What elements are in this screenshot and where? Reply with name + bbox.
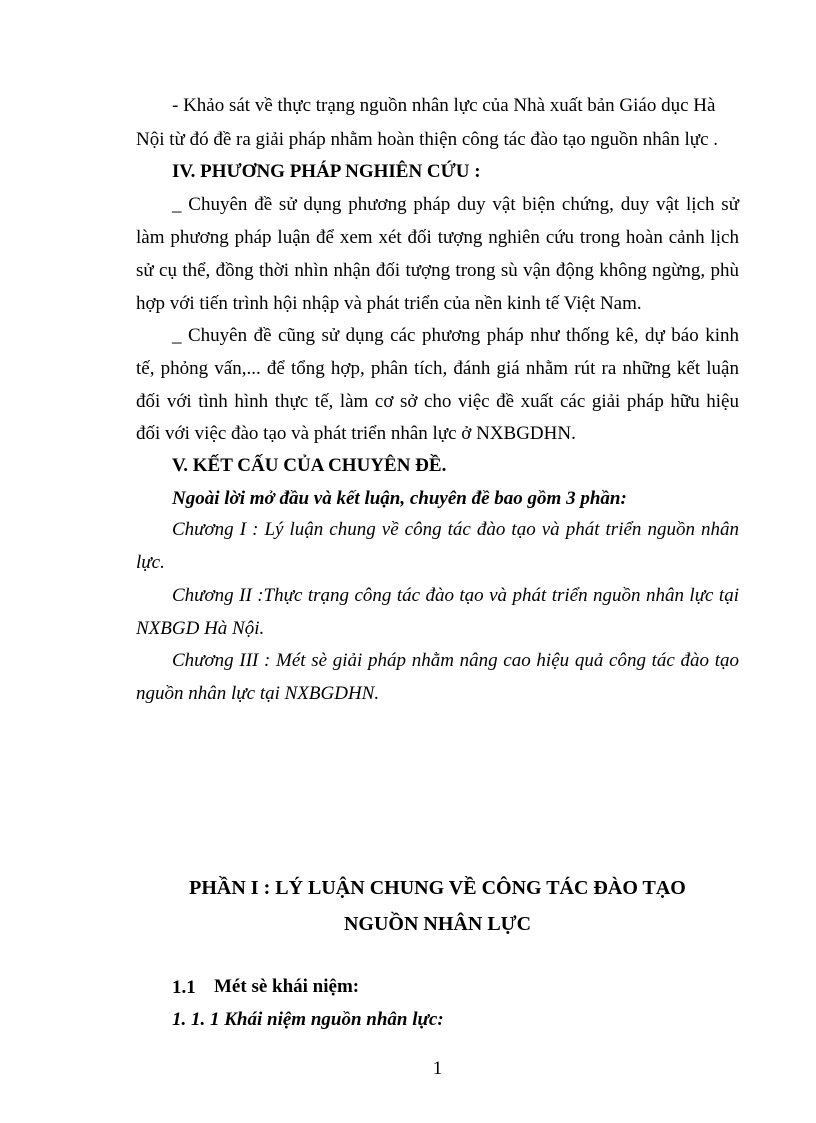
section-heading-v: V. KẾT CẤU CỦA CHUYÊN ĐỀ. (172, 455, 447, 476)
paragraph-method2-line-3: đối với tình hình thực tế, làm cơ sở cho việc đề xuất các giải pháp hữu hiệu (136, 391, 739, 412)
chapter-1-line-2: lực. (136, 552, 165, 573)
paragraph-method-line-2: làm phương pháp luận để xem xét đối tượng nghiên cứu trong hoàn cảnh lịch (136, 227, 739, 248)
paragraph-method2-line-1: _ Chuyên đề cũng sử dụng các phương pháp như thống kê, dự báo kinh (172, 325, 739, 346)
part-title-line-1: PHẦN I : LÝ LUẬN CHUNG VỀ CÔNG TÁC ĐÀO TẠO (189, 877, 686, 899)
paragraph-method2-line-2: tế, phỏng vấn,... để tổng hợp, phân tích, đánh giá nhằm rút ra những kết luận (136, 358, 739, 379)
section-heading-iv: IV. PHƯƠNG PHÁP NGHIÊN CỨU : (172, 161, 481, 182)
part-title-line-2: NGUỒN NHÂN LỰC (343, 913, 532, 935)
paragraph-method2-line-4: đối với việc đào tạo và phát triển nhân lực ở NXBGDHN. (136, 423, 576, 444)
subsection-title: 1. 1. 1 Khái niệm nguồn nhân lực: (172, 1009, 444, 1030)
chapter-3-line-1: Chương III : Mét sè giải pháp nhằm nâng cao hiệu quả công tác đào tạo (172, 650, 739, 671)
bullet-line-2: Nội từ đó đề ra giải pháp nhằm hoàn thiện công tác đào tạo nguồn nhân lực . (136, 129, 718, 150)
bullet-line-1: - Khảo sát về thực trạng nguồn nhân lực của Nhà xuất bản Giáo dục Hà (172, 95, 716, 116)
paragraph-method-line-4: hợp với tiến trình hội nhập và phát triển của nền kinh tế Việt Nam. (136, 293, 642, 314)
chapter-2-line-1: Chương II :Thực trạng công tác đào tạo và phát triển nguồn nhân lực tại (172, 585, 739, 606)
paragraph-method-line-1: _ Chuyên đề sử dụng phương pháp duy vật biện chứng, duy vật lịch sử (172, 194, 739, 215)
chapter-2-line-2: NXBGD Hà Nội. (136, 618, 265, 639)
chapter-3-line-2: nguồn nhân lực tại NXBGDHN. (136, 683, 380, 704)
paragraph-method-line-3: sử cụ thể, đồng thời nhìn nhận đối tượng trong sù vận động không ngừng, phù (136, 260, 739, 281)
section-number: 1.1 (172, 977, 196, 998)
section-title: Mét sè khái niệm: (214, 976, 360, 997)
page-number: 1 (432, 1058, 443, 1079)
chapter-1-line-1: Chương I : Lý luận chung về công tác đào tạo và phát triển nguồn nhân (172, 519, 739, 540)
structure-intro: Ngoài lời mở đầu và kết luận, chuyên đề bao gồm 3 phần: (172, 488, 627, 509)
